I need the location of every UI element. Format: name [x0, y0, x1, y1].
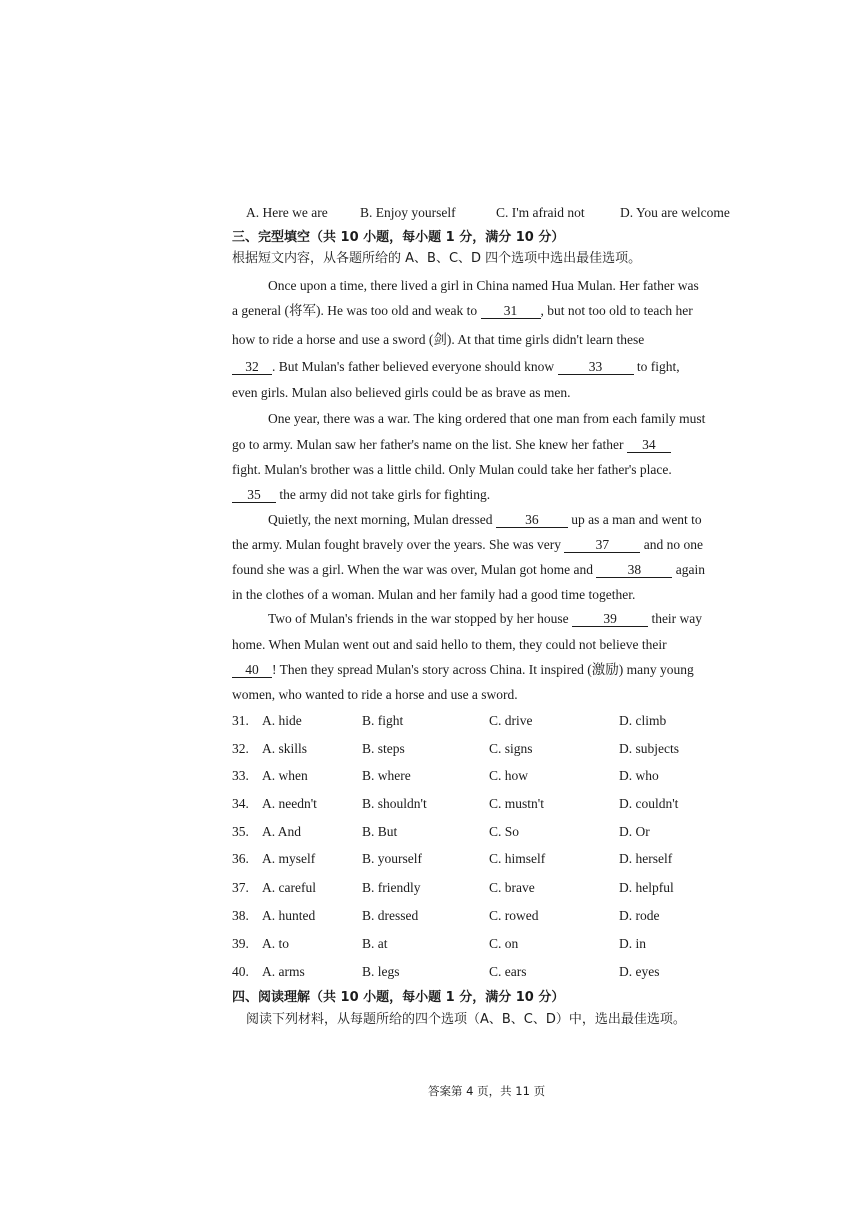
blank-39: 39	[572, 611, 648, 627]
passage-line: in the clothes of a woman. Mulan and her family had a good time together.	[232, 587, 636, 602]
option-d: D. eyes	[619, 964, 660, 979]
option-b: B. yourself	[362, 851, 422, 866]
option-a: A. when	[262, 768, 308, 783]
question-number: 37.	[232, 880, 249, 895]
prev-option-b: B. Enjoy yourself	[360, 205, 456, 220]
question-number: 40.	[232, 964, 249, 979]
passage-text: up as a man and went to	[567, 512, 702, 527]
passage-text: , but not too old to teach her	[540, 303, 693, 318]
option-d: D. who	[619, 768, 659, 783]
option-c: C. how	[489, 768, 529, 783]
option-b: B. where	[362, 768, 411, 783]
passage-line: Once upon a time, there lived a girl in China named Hua Mulan. Her father was	[268, 278, 699, 293]
option-c: C. signs	[489, 741, 533, 756]
question-number: 32.	[232, 741, 249, 756]
passage-line: even girls. Mulan also believed girls could be as brave as men.	[232, 385, 571, 400]
prev-option-a: A. Here we are	[246, 205, 328, 220]
question-number: 36.	[232, 851, 249, 866]
option-d: D. in	[619, 936, 646, 951]
option-b: B. at	[362, 936, 388, 951]
question-number: 31.	[232, 713, 249, 728]
option-d: D. helpful	[619, 880, 674, 895]
passage-text: to fight,	[633, 359, 680, 374]
option-a: A. hide	[262, 713, 302, 728]
passage-text: found she was a girl. When the war was over, Mulan got home and	[232, 562, 597, 577]
option-d: D. climb	[619, 713, 667, 728]
passage-line	[232, 536, 703, 554]
section3-title: 三、完型填空（共 10 小题，每小题 1 分，满分 10 分）	[232, 230, 565, 245]
option-b: B. dressed	[362, 908, 419, 923]
passage-line: One year, there was a war. The king ordered that one man from each family must	[268, 411, 706, 426]
blank-38: 38	[596, 562, 672, 578]
passage-line	[268, 511, 702, 529]
question-number: 38.	[232, 908, 249, 923]
option-a: A. careful	[262, 880, 316, 895]
blank-32: 32	[232, 359, 272, 375]
passage-text: and no one	[640, 537, 704, 552]
blank-40: 40	[232, 662, 272, 678]
passage-line	[232, 561, 705, 579]
blank-36: 36	[496, 512, 568, 528]
passage-text: go to army. Mulan saw her father's name on the list. She knew her father	[232, 437, 627, 452]
passage-line: fight. Mulan's brother was a little child. Only Mulan could take her father's place.	[232, 462, 672, 477]
blank-31: 31	[481, 303, 541, 319]
section3-instruction: 根据短文内容，从各题所给的 A、B、C、D 四个选项中选出最佳选项。	[232, 251, 642, 266]
option-a: A. hunted	[262, 908, 316, 923]
passage-text: the army. Mulan fought bravely over the years. She was very	[232, 537, 565, 552]
passage-line	[232, 436, 671, 454]
question-number: 35.	[232, 824, 249, 839]
blank-33: 33	[558, 359, 634, 375]
option-d: D. subjects	[619, 741, 679, 756]
option-c: C. ears	[489, 964, 527, 979]
passage-line	[232, 302, 693, 320]
option-a: A. arms	[262, 964, 305, 979]
prev-option-d: D. You are welcome	[620, 205, 730, 220]
option-b: B. But	[362, 824, 398, 839]
question-number: 39.	[232, 936, 249, 951]
passage-text: . But Mulan's father believed everyone should know	[272, 359, 558, 374]
section4-title: 四、阅读理解（共 10 小题，每小题 1 分，满分 10 分）	[232, 990, 565, 1005]
section4-instruction: 阅读下列材料，从每题所给的四个选项（A、B、C、D）中，选出最佳选项。	[246, 1012, 686, 1027]
option-b: B. friendly	[362, 880, 421, 895]
option-b: B. fight	[362, 713, 404, 728]
passage-text: a general (将军). He was too old and weak to	[232, 303, 481, 318]
option-d: D. herself	[619, 851, 673, 866]
option-b: B. shouldn't	[362, 796, 427, 811]
passage-text: their way	[648, 611, 703, 626]
option-a: A. myself	[262, 851, 316, 866]
passage-line	[232, 486, 490, 504]
blank-37: 37	[564, 537, 640, 553]
option-c: C. So	[489, 824, 520, 839]
passage-line: women, who wanted to ride a horse and use a sword.	[232, 687, 518, 702]
option-c: C. drive	[489, 713, 533, 728]
passage-text: again	[672, 562, 705, 577]
passage-line: how to ride a horse and use a sword (剑). At that time girls didn't learn these	[232, 332, 645, 347]
option-d: D. rode	[619, 908, 660, 923]
option-c: C. brave	[489, 880, 535, 895]
option-c: C. on	[489, 936, 519, 951]
passage-text: Quietly, the next morning, Mulan dressed	[268, 512, 496, 527]
option-d: D. couldn't	[619, 796, 679, 811]
passage-line	[232, 358, 680, 376]
option-b: B. steps	[362, 741, 405, 756]
option-b: B. legs	[362, 964, 400, 979]
page-footer: 答案第 4 页，共 11 页	[428, 1084, 546, 1098]
option-a: A. And	[262, 824, 302, 839]
question-number: 34.	[232, 796, 249, 811]
prev-option-c: C. I'm afraid not	[496, 205, 585, 220]
option-a: A. to	[262, 936, 289, 951]
passage-text: Two of Mulan's friends in the war stopped by her house	[268, 611, 573, 626]
option-c: C. rowed	[489, 908, 539, 923]
blank-34: 34	[627, 437, 671, 453]
passage-line	[232, 661, 694, 679]
option-c: C. himself	[489, 851, 546, 866]
option-c: C. mustn't	[489, 796, 544, 811]
option-a: A. skills	[262, 741, 308, 756]
passage-line	[268, 610, 702, 628]
option-a: A. needn't	[262, 796, 317, 811]
blank-35: 35	[232, 487, 276, 503]
passage-line: home. When Mulan went out and said hello to them, they could not believe their	[232, 637, 667, 652]
passage-text: the army did not take girls for fighting.	[276, 487, 491, 502]
passage-text: ! Then they spread Mulan's story across China. It inspired (激励) many young	[272, 662, 694, 677]
option-d: D. Or	[619, 824, 650, 839]
question-number: 33.	[232, 768, 249, 783]
